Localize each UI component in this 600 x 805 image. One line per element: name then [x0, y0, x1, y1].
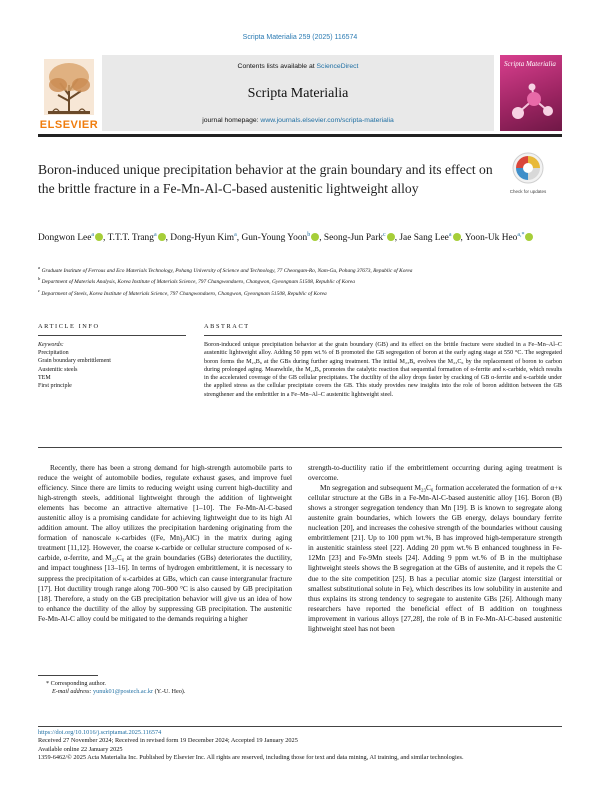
journal-name: Scripta Materialia — [247, 86, 349, 101]
check-for-updates-icon[interactable] — [508, 150, 548, 190]
journal-citation[interactable]: Scripta Materialia 259 (2025) 116574 — [242, 34, 358, 41]
pub-info-rule — [38, 726, 562, 727]
body-column-left — [38, 463, 292, 624]
article-info-heading: ARTICLE INFO — [38, 323, 100, 330]
keyword: TEM — [38, 374, 51, 381]
header-divider — [38, 134, 562, 137]
affiliations — [38, 264, 562, 298]
keyword: Precipitation — [38, 350, 69, 357]
received-dates: Received 27 November 2024; Received in revised form 19 December 2024; Accepted 19 January 2025 — [38, 737, 298, 745]
author[interactable]: Yoon-Uk Heo$^{a,*}$ — [465, 233, 534, 243]
author[interactable]: Dong-Hyun Kim$^a$ — [170, 232, 237, 243]
publisher-name: ELSEVIER — [39, 119, 99, 131]
orcid-icon[interactable] — [453, 233, 461, 241]
author-list: Dongwon Lee$^a$ , T.T.T. Trang$^a$ , Dong-Hyun Kim$^a$, Gun-Young Yoon$^b$ , Seong-Jun Park$^c$ , Jae Sang Lee$^a$ , Yoon-Uk Heo$^{a,*}$ — [38, 227, 558, 246]
article-info-rule — [38, 335, 186, 336]
homepage-link[interactable]: www.journals.elsevier.com/scripta-materialia — [260, 117, 394, 124]
paper-title: Boron-induced unique precipitation behavior at the grain boundary and its effect on the brittle fracture in a Fe-Mn-Al-C-based austenitic lightweight alloy — [38, 162, 493, 196]
keyword: Austenitic steels — [38, 366, 78, 373]
body-column-right — [308, 463, 562, 634]
author[interactable]: Seong-Jun Park$^c$ — [324, 233, 395, 243]
corresponding-author-note: * Corresponding author. — [46, 680, 106, 687]
journal-cover-image — [500, 55, 562, 131]
keyword: First principle — [38, 383, 72, 390]
orcid-icon[interactable] — [95, 233, 103, 241]
author[interactable]: Gun-Young Yoon$^b$ — [241, 233, 319, 243]
publication-info — [38, 729, 562, 763]
keywords-label: Keywords: — [38, 342, 64, 348]
body-paragraph: Mn segregation and subsequent M₂₃C₆ formation accelerated the formation of α+κ cellular structure at the GBs in a Fe-Mn-Al-C-based austenitic alloy [16]. Boron (B) shows a stronger segregation tendency than Mn [19]. B is known to segregate along austenite grain boundaries, which lowers the GB energy, delays boundary ferrite nucleation [20], and increases the cohesive strength of the boundaries without causing embrittlement [21]. Up to 100 ppm wt.%, B has improved high-temperature strength in austenitic stainless steel [22]. Adding 20 ppm wt.% B enhanced toughness in Fe-12Mn [23] and Fe-9Mn steels [24]. Adding 9 ppm wt.% of B in the multiphase lightweight steels shows the B segregation at the GBs of austenite, and it repels the C due to the site competition [25]. B has a peculiar atomic size (largest interstitial or smallest substitutional solute in Fe), which describes its low solubility in austenite and thus explains its strong tendency to segregate to austenite GBs [26]. Although many researchers have reported the beneficial effect of B addition on toughness improvement in various alloys [27,28], the role of B in Fe-Mn-Al-C-based austenitic lightweight steel has not been — [308, 483, 562, 633]
email-link[interactable]: yunuk01@postech.ac.kr — [93, 688, 154, 696]
online-date: Available online 22 January 2025 — [38, 745, 123, 753]
abstract-heading: ABSTRACT — [204, 323, 250, 330]
check-for-updates-label[interactable]: Check for updates — [509, 189, 547, 194]
abstract-bottom-rule — [38, 447, 562, 448]
body-paragraph: Recently, there has been a strong demand for high-strength automobile parts to reduce the weight of automobile bodies, regulate exhaust gases, and improve fuel efficiency. Since there are limits to reducing weight using current high-ductility and high-strength steels, additional lightweight through the addition of lightweight elements has become an attractive alternative [1–10]. The Fe-Mn-Al-C-based austenitic alloy is a promising candidate for achieving lightweight due to its high Al addition amount. The alloy utilizes the precipitation hardening originating from the formation of nanoscale κ-carbides ((Fe, Mn)₃AlC) in the matrix during aging treatment [11,12]. However, the coarse κ-carbide or cellular structure composed of κ-carbide, α-ferrite, and M₂₃C₆ at the grain boundaries (GBs) deteriorates the ductility, and impact toughness [13–16]. In terms of hydrogen embrittlement, it is necessary to suppress the precipitation of κ-carbides at GBs, which can cause intergranular fracture [17]. Hot ductility trough range along 700–900 °C is also caused by GB precipitation [18]. Therefore, a study on the GB precipitation behavior will give us an idea of how to enhance the ductility of the alloy by suppressing GB precipitation. The austenitic Fe-Mn-Al-C alloy could be mitigated to the demands requiring a higher — [38, 463, 292, 623]
sciencedirect-link[interactable]: ScienceDirect — [316, 63, 359, 70]
abstract-text: Boron-induced unique precipitation behavior at the grain boundary (GB) and its effect on the brittle fracture were studied in a Fe–Mn–Al–C austenitic lightweight alloy. Adding 50 ppm wt.% of B promoted the GB segregation of boron at the early aging stage at 550 °C. The segregated boron forms the M₂₃B₆ at the GBs during further aging treatment. The initial M₂₃B₆ evolves the M₂₃C₆ by the replacement of boron to carbon during prolonged aging. Meanwhile, the M₂₃B₆ promotes the catalytic reaction that sequential formation of α-ferrite and κ-carbide, which results in the accelerated coverage of the GB cellular precipitates. The ductility of the alloy drops faster by cracking of GB α-ferrite and κ-carbide under the applied stress as the cellular precipitate covers the GB. This study provides new insights into the role of boron addition between the GB strengthener and the embrittler in a Fe–Mn–Al–C austenitic lightweight steel. — [204, 342, 562, 398]
affiliation-item: $^c$ Department of Steels, Korea Institute of Materials Science, 797 Changwondaero, Changwon, Gyeongnam 51508, Republic of Korea — [38, 287, 327, 297]
footnote — [38, 680, 298, 696]
email-line: E-mail address: yunuk01@postech.ac.kr (Y.-U. Heo). — [52, 688, 186, 696]
cover-title: Scripta Materialia — [504, 60, 556, 68]
homepage-line — [102, 117, 494, 124]
author[interactable]: Jae Sang Lee$^a$ — [399, 233, 460, 243]
author[interactable]: T.T.T. Trang$^a$ — [108, 233, 166, 243]
orcid-icon[interactable] — [311, 233, 319, 241]
affiliation-item: $^a$ Graduate Institute of Ferrous and Eco Materials Technology, Pohang University of Science and Technology, 77 Cheongam-Ro, Nam-Gu, Pohang 37673, Republic of Korea — [38, 265, 413, 274]
affiliation-item: $^b$ Department of Materials Analysis, Korea Institute of Materials Science, 797 Changwondaero, Changwon, Gyeongnam 51508, Republic of Korea — [38, 276, 355, 286]
author[interactable]: Dongwon Lee$^a$ — [38, 233, 103, 243]
footnote-rule — [38, 675, 98, 676]
keywords-block — [38, 341, 178, 390]
molecule-icon — [508, 83, 558, 127]
orcid-icon[interactable] — [158, 233, 166, 241]
homepage-prefix: journal homepage: — [202, 117, 261, 124]
copyright-notice: 1359-6462/© 2025 Acta Materialia Inc. Published by Elsevier Inc. All rights are reserved, including those for text and data mining, AI training, and similar technologies. — [38, 754, 464, 762]
orcid-icon[interactable] — [387, 233, 395, 241]
contents-line — [102, 63, 494, 70]
body-paragraph: strength-to-ductility ratio if the embrittlement occurring during aging treatment is overcome. — [308, 463, 562, 483]
keyword: Grain boundary embrittlement — [38, 358, 111, 365]
contents-prefix: Contents lists available at — [237, 63, 317, 70]
abstract-rule — [204, 335, 562, 336]
orcid-icon[interactable] — [525, 233, 533, 241]
doi-link[interactable]: https://doi.org/10.1016/j.scriptamat.2025.116574 — [38, 729, 162, 736]
